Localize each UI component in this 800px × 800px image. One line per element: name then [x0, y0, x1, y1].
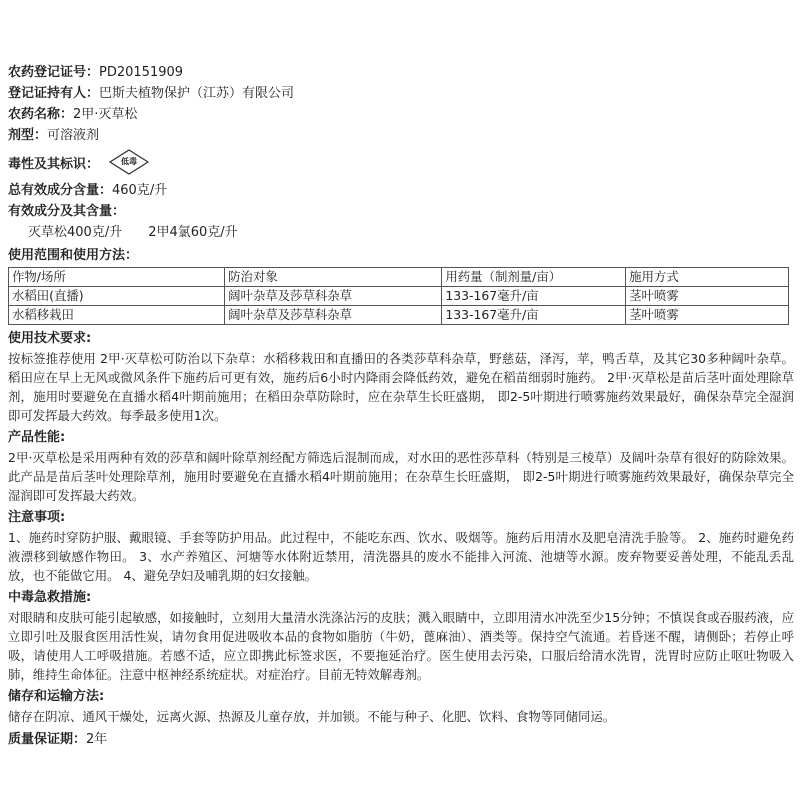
formulation-value: 可溶液剂 — [47, 128, 100, 143]
table-header-cell: 防治对象 — [225, 268, 442, 287]
warranty-value: 2年 — [86, 732, 108, 747]
toxicity-badge-text: 低毒 — [121, 157, 138, 166]
holder-line — [8, 83, 794, 104]
performance-paragraph: 2甲·灭草松是采用两种有效的莎草和阔叶除草剂经配方筛选后混制而成，对水田的恶性莎草科（特别是三棱草）及阔叶杂草有很好的防除效果。此产品是苗后茎叶处理除草剂，施用时要避免在直播水稻4叶期前施用；在杂草生长旺盛期， 即2-5叶期进行喷雾施药效果最好，确保杂草完全湿润即可发挥最大药效。 — [8, 450, 794, 503]
table-cell: 阔叶杂草及莎草科杂草 — [225, 306, 442, 325]
table-header-cell: 作物/场所 — [9, 268, 225, 287]
table-header-cell: 施用方式 — [626, 268, 789, 287]
toxicity-label: 毒性及其标识： — [8, 156, 100, 172]
ingredients-label: 有效成分及其含量： — [8, 204, 126, 219]
warranty-label: 质量保证期： — [8, 732, 87, 747]
holder-value: 巴斯夫植物保护（江苏）有限公司 — [99, 86, 295, 101]
usage-section-title: 使用范围和使用方法： — [8, 248, 139, 263]
table-cell: 茎叶喷雾 — [626, 287, 789, 306]
ingredients-list — [8, 222, 794, 243]
table-cell: 133-167毫升/亩 — [442, 287, 626, 306]
holder-label: 登记证持有人： — [8, 86, 100, 101]
table-header-row — [9, 268, 789, 287]
table-row — [9, 306, 789, 325]
toxicity-line — [8, 146, 794, 178]
table-header-cell: 用药量（制剂量/亩） — [442, 268, 626, 287]
tech-paragraph: 按标签推荐使用 2甲·灭草松可防治以下杂草：水稻移栽田和直播田的各类莎草科杂草，野慈菇，泽泻，苹，鸭舌草，及其它30多种阔叶杂草。 稻田应在早上无风或微风条件下施药后可更有效，施药后6小时内降雨会降低药效，避免在稻苗细弱时施药。 2甲·灭草松是苗后茎叶面处理除草剂，施用时要避免在直播水稻4叶期前施用；在稻田杂草防除时，应在杂草生长旺盛期， 即2-5叶期进行喷雾施药效果最好，确保杂草完全湿润即可发挥最大药效。每季最多使用1次。 — [8, 351, 794, 423]
table-cell: 133-167毫升/亩 — [442, 306, 626, 325]
registration-line — [8, 62, 794, 83]
total-content-label: 总有效成分含量： — [8, 183, 113, 198]
pesticide-label-document — [8, 62, 794, 750]
ingredient-item: 2甲4氯60克/升 — [148, 225, 238, 240]
cautions-section-title: 注意事项: — [8, 510, 66, 525]
total-content-value: 460克/升 — [112, 183, 168, 198]
name-line — [8, 104, 794, 125]
total-content-line — [8, 180, 794, 201]
cautions-paragraph: 1、施药时穿防护服、戴眼镜、手套等防护用品。此过程中，不能吃东西、饮水、吸烟等。施药后用清水及肥皂清洗手脸等。 2、施药时避免药液漂移到敏感作物田。 3、水产养殖区、河塘等水体附近禁用，清洗器具的废水不能排入河流、池塘等水源。废弃物要妥善处理，不能乱丢乱放，也不能做它用。 4、避免孕妇及哺乳期的妇女接触。 — [8, 530, 794, 583]
table-cell: 阔叶杂草及莎草科杂草 — [225, 287, 442, 306]
table-cell: 茎叶喷雾 — [626, 306, 789, 325]
ingredient-item: 灭草松400克/升 — [28, 225, 123, 240]
name-label: 农药名称： — [8, 107, 74, 122]
storage-paragraph: 储存在阴凉、通风干燥处，远离火源、热源及儿童存放，并加锁。不能与种子、化肥、饮料、食物等同储同运。 — [8, 709, 616, 724]
performance-section-title: 产品性能: — [8, 430, 66, 445]
low-toxicity-diamond-icon — [109, 149, 149, 175]
name-value: 2甲·灭草松 — [73, 107, 138, 122]
registration-value: PD20151909 — [99, 65, 184, 80]
formulation-line — [8, 125, 794, 146]
table-cell: 水稻移栽田 — [9, 306, 225, 325]
usage-table — [8, 267, 789, 325]
storage-section-title: 储存和运输方法: — [8, 689, 105, 704]
first-aid-section-title: 中毒急救措施: — [8, 590, 92, 605]
table-row — [9, 287, 789, 306]
warranty-line — [8, 729, 794, 750]
formulation-label: 剂型： — [8, 128, 48, 143]
first-aid-paragraph: 对眼睛和皮肤可能引起敏感，如接触时，立刻用大量清水洗涤沾污的皮肤；溅入眼睛中，立即用清水冲洗至少15分钟；不慎误食或吞服药液，应立即引吐及服食医用活性炭，请勿食用促进吸收本品的食物如脂肪（牛奶，蓖麻油）、酒类等。保持空气流通。若昏迷不醒，请侧卧；若停止呼吸，请使用人工呼吸措施。若感不适，应立即携此标签求医，不要拖延治疗。医生使用去污染，口服后给清水洗胃，洗胃时应防止呕吐物吸入肺，维持生命体征。注意中枢神经系统症状。对症治疗。目前无特效解毒剂。 — [8, 610, 794, 682]
table-cell: 水稻田(直播) — [9, 287, 225, 306]
registration-label: 农药登记证号： — [8, 65, 100, 80]
tech-section-title: 使用技术要求: — [8, 331, 92, 346]
